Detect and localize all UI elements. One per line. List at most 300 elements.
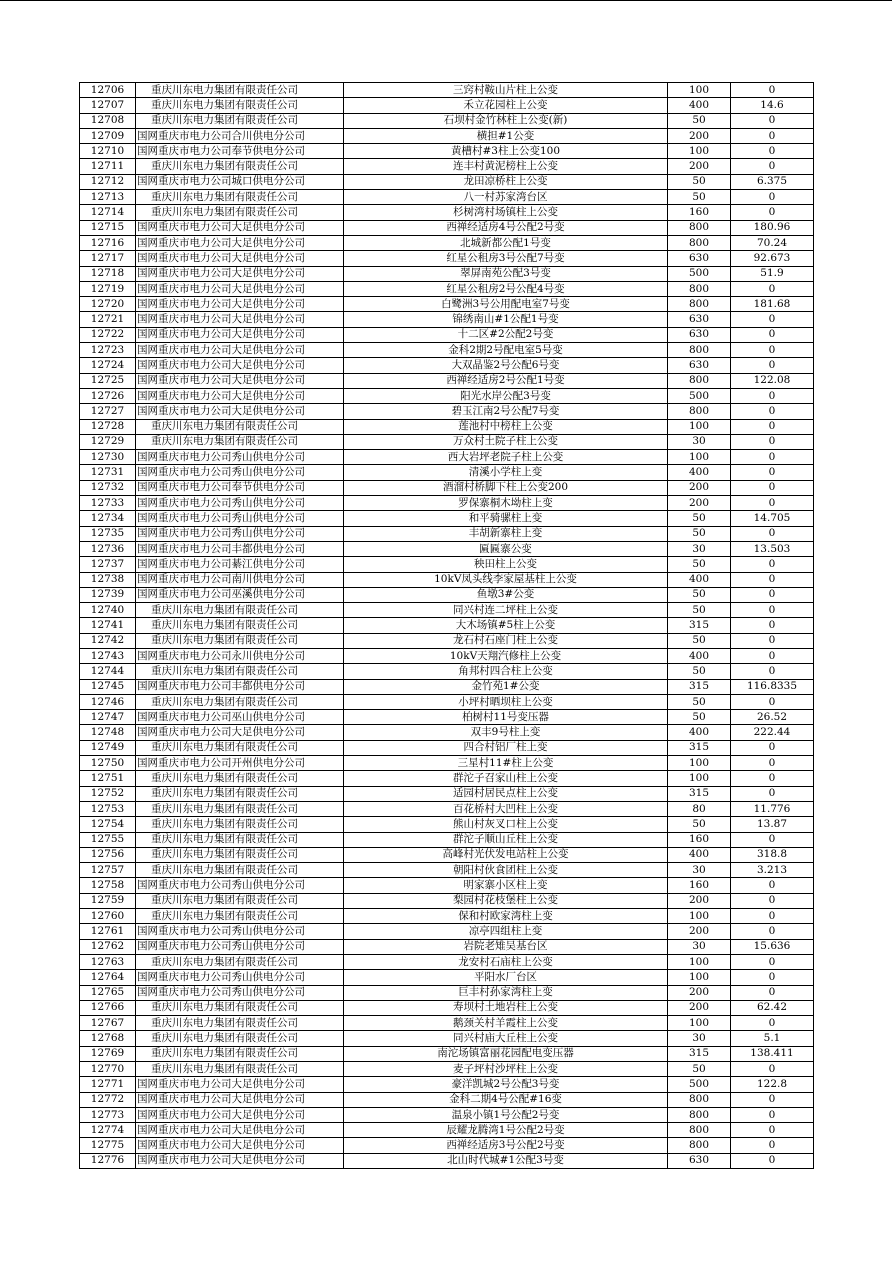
- transformer-name-cell: 红星公租房2号公配4号变: [344, 281, 668, 296]
- value-cell: 181.68: [731, 297, 814, 312]
- table-row: [80, 939, 814, 954]
- capacity-cell: 800: [668, 297, 731, 312]
- transformer-name-cell: 同兴村连二坪柱上公变: [344, 603, 668, 618]
- row-id-cell: 12775: [80, 1138, 136, 1153]
- transformer-name-cell: 禾立花园柱上公变: [344, 98, 668, 113]
- company-cell: 国网重庆市电力公司大足供电分公司: [136, 1077, 344, 1092]
- transformer-name-cell: 角邦村四合柱上公变: [344, 664, 668, 679]
- row-id-cell: 12774: [80, 1123, 136, 1138]
- value-cell: 0: [731, 924, 814, 939]
- capacity-cell: 800: [668, 220, 731, 235]
- capacity-cell: 315: [668, 1046, 731, 1061]
- capacity-cell: 800: [668, 1123, 731, 1138]
- capacity-cell: 100: [668, 1016, 731, 1031]
- transformer-name-cell: 连丰村黄泥榜柱上公变: [344, 159, 668, 174]
- company-cell: 重庆川东电力集团有限责任公司: [136, 817, 344, 832]
- row-id-cell: 12724: [80, 358, 136, 373]
- value-cell: 15.636: [731, 939, 814, 954]
- table-row: [80, 404, 814, 419]
- company-cell: 重庆川东电力集团有限责任公司: [136, 190, 344, 205]
- table-row: [80, 817, 814, 832]
- row-id-cell: 12760: [80, 909, 136, 924]
- company-cell: 重庆川东电力集团有限责任公司: [136, 618, 344, 633]
- row-id-cell: 12751: [80, 771, 136, 786]
- value-cell: 11.776: [731, 801, 814, 816]
- table-row: [80, 128, 814, 143]
- value-cell: 14.6: [731, 98, 814, 113]
- company-cell: 重庆川东电力集团有限责任公司: [136, 832, 344, 847]
- transformer-name-cell: 温泉小镇1号公配2号变: [344, 1107, 668, 1122]
- row-id-cell: 12762: [80, 939, 136, 954]
- table-row: [80, 98, 814, 113]
- transformer-name-cell: 10kV天翔汽修柱上公变: [344, 648, 668, 663]
- row-id-cell: 12735: [80, 526, 136, 541]
- capacity-cell: 30: [668, 1031, 731, 1046]
- table-row: [80, 1077, 814, 1092]
- value-cell: 0: [731, 358, 814, 373]
- capacity-cell: 50: [668, 113, 731, 128]
- table-row: [80, 725, 814, 740]
- company-cell: 国网重庆市电力公司大足供电分公司: [136, 327, 344, 342]
- capacity-cell: 100: [668, 954, 731, 969]
- transformer-name-cell: 黄槽村#3柱上公变100: [344, 144, 668, 159]
- capacity-cell: 315: [668, 786, 731, 801]
- value-cell: 222.44: [731, 725, 814, 740]
- company-cell: 重庆川东电力集团有限责任公司: [136, 1046, 344, 1061]
- row-id-cell: 12771: [80, 1077, 136, 1092]
- table-row: [80, 1031, 814, 1046]
- value-cell: 0: [731, 832, 814, 847]
- company-cell: 国网重庆市电力公司秀山供电分公司: [136, 450, 344, 465]
- capacity-cell: 50: [668, 664, 731, 679]
- table-row: [80, 343, 814, 358]
- value-cell: 0: [731, 434, 814, 449]
- row-id-cell: 12743: [80, 648, 136, 663]
- capacity-cell: 50: [668, 190, 731, 205]
- transformer-name-cell: 龙石村石座门柱上公变: [344, 633, 668, 648]
- row-id-cell: 12726: [80, 388, 136, 403]
- company-cell: 重庆川东电力集团有限责任公司: [136, 633, 344, 648]
- transformer-name-cell: 杉树湾村场镇柱上公变: [344, 205, 668, 220]
- value-cell: 62.42: [731, 1000, 814, 1015]
- table-row: [80, 83, 814, 98]
- transformer-name-cell: 龙安村石庙柱上公变: [344, 954, 668, 969]
- company-cell: 国网重庆市电力公司合川供电分公司: [136, 128, 344, 143]
- row-id-cell: 12764: [80, 970, 136, 985]
- value-cell: 0: [731, 648, 814, 663]
- transformer-name-cell: 大木场镇#5柱上公变: [344, 618, 668, 633]
- capacity-cell: 50: [668, 526, 731, 541]
- row-id-cell: 12706: [80, 83, 136, 98]
- capacity-cell: 50: [668, 174, 731, 189]
- company-cell: 重庆川东电力集团有限责任公司: [136, 113, 344, 128]
- transformer-name-cell: 柏树村11号变压器: [344, 710, 668, 725]
- table-row: [80, 541, 814, 556]
- transformer-name-cell: 锦绣南山#1公配1号变: [344, 312, 668, 327]
- company-cell: 国网重庆市电力公司巫溪供电分公司: [136, 587, 344, 602]
- transformer-name-cell: 北山时代城#1公配3号变: [344, 1153, 668, 1168]
- transformer-name-cell: 万众村土院子柱上公变: [344, 434, 668, 449]
- company-cell: 国网重庆市电力公司秀山供电分公司: [136, 465, 344, 480]
- value-cell: 13.87: [731, 817, 814, 832]
- table-row: [80, 266, 814, 281]
- row-id-cell: 12742: [80, 633, 136, 648]
- row-id-cell: 12755: [80, 832, 136, 847]
- company-cell: 国网重庆市电力公司大足供电分公司: [136, 343, 344, 358]
- capacity-cell: 630: [668, 358, 731, 373]
- transformer-name-cell: 红星公租房3号公配7号变: [344, 251, 668, 266]
- capacity-cell: 100: [668, 419, 731, 434]
- company-cell: 国网重庆市电力公司秀山供电分公司: [136, 970, 344, 985]
- company-cell: 国网重庆市电力公司大足供电分公司: [136, 1123, 344, 1138]
- value-cell: 0: [731, 1062, 814, 1077]
- company-cell: 国网重庆市电力公司秀山供电分公司: [136, 985, 344, 1000]
- capacity-cell: 100: [668, 970, 731, 985]
- company-cell: 国网重庆市电力公司丰都供电分公司: [136, 679, 344, 694]
- row-id-cell: 12728: [80, 419, 136, 434]
- transformer-name-cell: 莲池村中榜柱上公变: [344, 419, 668, 434]
- capacity-cell: 630: [668, 251, 731, 266]
- company-cell: 国网重庆市电力公司大足供电分公司: [136, 1138, 344, 1153]
- company-cell: 国网重庆市电力公司綦江供电分公司: [136, 557, 344, 572]
- row-id-cell: 12772: [80, 1092, 136, 1107]
- value-cell: 0: [731, 1138, 814, 1153]
- capacity-cell: 400: [668, 98, 731, 113]
- transformer-name-cell: 熊山村灰叉口柱上公变: [344, 817, 668, 832]
- value-cell: 13.503: [731, 541, 814, 556]
- table-row: [80, 740, 814, 755]
- capacity-cell: 50: [668, 603, 731, 618]
- value-cell: 0: [731, 419, 814, 434]
- company-cell: 国网重庆市电力公司秀山供电分公司: [136, 878, 344, 893]
- value-cell: 6.375: [731, 174, 814, 189]
- value-cell: 0: [731, 694, 814, 709]
- capacity-cell: 200: [668, 1000, 731, 1015]
- company-cell: 国网重庆市电力公司秀山供电分公司: [136, 526, 344, 541]
- company-cell: 国网重庆市电力公司南川供电分公司: [136, 572, 344, 587]
- table-row: [80, 557, 814, 572]
- transformer-name-cell: 小坪村晒坝柱上公变: [344, 694, 668, 709]
- transformer-name-cell: 西大岩坪老院子柱上公变: [344, 450, 668, 465]
- capacity-cell: 50: [668, 511, 731, 526]
- capacity-cell: 50: [668, 557, 731, 572]
- table-row: [80, 633, 814, 648]
- row-id-cell: 12713: [80, 190, 136, 205]
- row-id-cell: 12729: [80, 434, 136, 449]
- table-row: [80, 373, 814, 388]
- transformer-name-cell: 大双晶鉴2号公配6号变: [344, 358, 668, 373]
- transformer-name-cell: 高峰村光伏发电站柱上公变: [344, 847, 668, 862]
- capacity-cell: 800: [668, 1138, 731, 1153]
- row-id-cell: 12776: [80, 1153, 136, 1168]
- company-cell: 重庆川东电力集团有限责任公司: [136, 847, 344, 862]
- capacity-cell: 500: [668, 388, 731, 403]
- transformer-name-cell: 金科二期4号公配#16变: [344, 1092, 668, 1107]
- capacity-cell: 315: [668, 679, 731, 694]
- row-id-cell: 12759: [80, 893, 136, 908]
- transformer-name-cell: 西禅经适房2号公配1号变: [344, 373, 668, 388]
- value-cell: 0: [731, 1107, 814, 1122]
- capacity-cell: 800: [668, 1107, 731, 1122]
- transformer-name-cell: 翠屏南苑公配3号变: [344, 266, 668, 281]
- capacity-cell: 200: [668, 496, 731, 511]
- row-id-cell: 12719: [80, 281, 136, 296]
- capacity-cell: 200: [668, 985, 731, 1000]
- table-row: [80, 220, 814, 235]
- capacity-cell: 630: [668, 1153, 731, 1168]
- value-cell: 0: [731, 572, 814, 587]
- value-cell: 0: [731, 1016, 814, 1031]
- capacity-cell: 315: [668, 740, 731, 755]
- table-row: [80, 1000, 814, 1015]
- capacity-cell: 100: [668, 909, 731, 924]
- row-id-cell: 12732: [80, 480, 136, 495]
- transformer-name-cell: 双丰9号柱上变: [344, 725, 668, 740]
- capacity-cell: 800: [668, 373, 731, 388]
- value-cell: 0: [731, 603, 814, 618]
- transformer-name-cell: 巨丰村孙家湾柱上变: [344, 985, 668, 1000]
- table-row: [80, 1107, 814, 1122]
- transformer-name-cell: 寿坝村土地岩柱上公变: [344, 1000, 668, 1015]
- transformer-name-cell: 十二区#2公配2号变: [344, 327, 668, 342]
- table-row: [80, 679, 814, 694]
- row-id-cell: 12734: [80, 511, 136, 526]
- row-id-cell: 12709: [80, 128, 136, 143]
- table-row: [80, 480, 814, 495]
- row-id-cell: 12736: [80, 541, 136, 556]
- capacity-cell: 800: [668, 343, 731, 358]
- transformer-name-cell: 碧玉江南2号公配7号变: [344, 404, 668, 419]
- value-cell: 0: [731, 633, 814, 648]
- table-row: [80, 159, 814, 174]
- row-id-cell: 12733: [80, 496, 136, 511]
- company-cell: 重庆川东电力集团有限责任公司: [136, 205, 344, 220]
- value-cell: 0: [731, 771, 814, 786]
- value-cell: 0: [731, 480, 814, 495]
- transformer-name-cell: 阳光水岸公配3号变: [344, 388, 668, 403]
- value-cell: 0: [731, 557, 814, 572]
- capacity-cell: 100: [668, 144, 731, 159]
- value-cell: 0: [731, 113, 814, 128]
- transformer-name-cell: 西禅经适房3号公配2号变: [344, 1138, 668, 1153]
- company-cell: 重庆川东电力集团有限责任公司: [136, 1016, 344, 1031]
- value-cell: 92.673: [731, 251, 814, 266]
- company-cell: 国网重庆市电力公司大足供电分公司: [136, 220, 344, 235]
- table-row: [80, 587, 814, 602]
- capacity-cell: 200: [668, 480, 731, 495]
- company-cell: 国网重庆市电力公司秀山供电分公司: [136, 511, 344, 526]
- transformer-name-cell: 岩院老雉吴基台区: [344, 939, 668, 954]
- transformer-name-cell: 石坝村金竹林柱上公变(新): [344, 113, 668, 128]
- company-cell: 国网重庆市电力公司大足供电分公司: [136, 312, 344, 327]
- company-cell: 国网重庆市电力公司永川供电分公司: [136, 648, 344, 663]
- value-cell: 116.8335: [731, 679, 814, 694]
- transformer-name-cell: 保和村欧家湾柱上变: [344, 909, 668, 924]
- capacity-cell: 400: [668, 648, 731, 663]
- row-id-cell: 12766: [80, 1000, 136, 1015]
- transformer-name-cell: 横担#1公变: [344, 128, 668, 143]
- row-id-cell: 12773: [80, 1107, 136, 1122]
- capacity-cell: 160: [668, 205, 731, 220]
- value-cell: 0: [731, 1153, 814, 1168]
- capacity-cell: 400: [668, 725, 731, 740]
- value-cell: 70.24: [731, 235, 814, 250]
- row-id-cell: 12748: [80, 725, 136, 740]
- capacity-cell: 800: [668, 404, 731, 419]
- company-cell: 重庆川东电力集团有限责任公司: [136, 159, 344, 174]
- row-id-cell: 12769: [80, 1046, 136, 1061]
- transformer-name-cell: 平阳水厂台区: [344, 970, 668, 985]
- capacity-cell: 50: [668, 587, 731, 602]
- table-row: [80, 1046, 814, 1061]
- row-id-cell: 12747: [80, 710, 136, 725]
- transformer-name-cell: 群沱子召家山柱上公变: [344, 771, 668, 786]
- company-cell: 国网重庆市电力公司大足供电分公司: [136, 373, 344, 388]
- table-row: [80, 1138, 814, 1153]
- company-cell: 国网重庆市电力公司大足供电分公司: [136, 251, 344, 266]
- company-cell: 重庆川东电力集团有限责任公司: [136, 98, 344, 113]
- company-cell: 重庆川东电力集团有限责任公司: [136, 1000, 344, 1015]
- company-cell: 重庆川东电力集团有限责任公司: [136, 694, 344, 709]
- row-id-cell: 12737: [80, 557, 136, 572]
- capacity-cell: 30: [668, 939, 731, 954]
- row-id-cell: 12723: [80, 343, 136, 358]
- value-cell: 0: [731, 83, 814, 98]
- company-cell: 重庆川东电力集团有限责任公司: [136, 434, 344, 449]
- capacity-cell: 50: [668, 633, 731, 648]
- transformer-name-cell: 四合村铝厂柱上变: [344, 740, 668, 755]
- value-cell: 0: [731, 970, 814, 985]
- table-row: [80, 756, 814, 771]
- table-row: [80, 1062, 814, 1077]
- company-cell: 重庆川东电力集团有限责任公司: [136, 954, 344, 969]
- table-row: [80, 924, 814, 939]
- company-cell: 重庆川东电力集团有限责任公司: [136, 893, 344, 908]
- row-id-cell: 12731: [80, 465, 136, 480]
- table-row: [80, 526, 814, 541]
- capacity-cell: 100: [668, 771, 731, 786]
- capacity-cell: 30: [668, 541, 731, 556]
- company-cell: 重庆川东电力集团有限责任公司: [136, 863, 344, 878]
- company-cell: 国网重庆市电力公司大足供电分公司: [136, 266, 344, 281]
- company-cell: 重庆川东电力集团有限责任公司: [136, 771, 344, 786]
- value-cell: 3.213: [731, 863, 814, 878]
- transformer-name-cell: 白鹭洲3号公用配电室7号变: [344, 297, 668, 312]
- table-row: [80, 603, 814, 618]
- row-id-cell: 12714: [80, 205, 136, 220]
- table-row: [80, 847, 814, 862]
- value-cell: 0: [731, 496, 814, 511]
- company-cell: 重庆川东电力集团有限责任公司: [136, 786, 344, 801]
- capacity-cell: 630: [668, 312, 731, 327]
- table-row: [80, 297, 814, 312]
- company-cell: 国网重庆市电力公司大足供电分公司: [136, 1092, 344, 1107]
- value-cell: 14.705: [731, 511, 814, 526]
- value-cell: 138.411: [731, 1046, 814, 1061]
- value-cell: 0: [731, 144, 814, 159]
- value-cell: 0: [731, 1092, 814, 1107]
- page-top-rule: [0, 0, 892, 1]
- capacity-cell: 800: [668, 1092, 731, 1107]
- table-row: [80, 648, 814, 663]
- capacity-cell: 800: [668, 235, 731, 250]
- transformer-name-cell: 适园村居民点柱上公变: [344, 786, 668, 801]
- capacity-cell: 100: [668, 756, 731, 771]
- transformer-name-cell: 清溪小学柱上变: [344, 465, 668, 480]
- value-cell: 0: [731, 954, 814, 969]
- row-id-cell: 12749: [80, 740, 136, 755]
- value-cell: 0: [731, 205, 814, 220]
- transformer-name-cell: 西禅经适房4号公配2号变: [344, 220, 668, 235]
- transformer-name-cell: 凉亭四组柱上变: [344, 924, 668, 939]
- transformer-name-cell: 金竹苑1#公变: [344, 679, 668, 694]
- row-id-cell: 12718: [80, 266, 136, 281]
- table-row: [80, 312, 814, 327]
- table-row: [80, 694, 814, 709]
- table-row: [80, 450, 814, 465]
- capacity-cell: 50: [668, 817, 731, 832]
- table-row: [80, 235, 814, 250]
- capacity-cell: 200: [668, 893, 731, 908]
- row-id-cell: 12708: [80, 113, 136, 128]
- table-row: [80, 893, 814, 908]
- value-cell: 0: [731, 159, 814, 174]
- company-cell: 重庆川东电力集团有限责任公司: [136, 419, 344, 434]
- value-cell: 0: [731, 450, 814, 465]
- row-id-cell: 12746: [80, 694, 136, 709]
- capacity-cell: 160: [668, 832, 731, 847]
- row-id-cell: 12725: [80, 373, 136, 388]
- transformer-name-cell: 10kV凤头线李家屋基柱上公变: [344, 572, 668, 587]
- table-row: [80, 465, 814, 480]
- company-cell: 国网重庆市电力公司开州供电分公司: [136, 756, 344, 771]
- value-cell: 0: [731, 312, 814, 327]
- company-cell: 重庆川东电力集团有限责任公司: [136, 1031, 344, 1046]
- transformer-name-cell: 麦子坪村沙坪柱上公变: [344, 1062, 668, 1077]
- capacity-cell: 160: [668, 878, 731, 893]
- capacity-cell: 400: [668, 465, 731, 480]
- company-cell: 国网重庆市电力公司大足供电分公司: [136, 404, 344, 419]
- value-cell: 0: [731, 526, 814, 541]
- table-row: [80, 205, 814, 220]
- value-cell: 0: [731, 985, 814, 1000]
- value-cell: 0: [731, 740, 814, 755]
- table-row: [80, 801, 814, 816]
- transformer-name-cell: 同兴村庙大丘柱上公变: [344, 1031, 668, 1046]
- company-cell: 重庆川东电力集团有限责任公司: [136, 740, 344, 755]
- table-row: [80, 1092, 814, 1107]
- capacity-cell: 200: [668, 924, 731, 939]
- row-id-cell: 12717: [80, 251, 136, 266]
- capacity-cell: 500: [668, 1077, 731, 1092]
- capacity-cell: 100: [668, 83, 731, 98]
- transformer-name-cell: 鹅颈关村羊霞柱上公变: [344, 1016, 668, 1031]
- row-id-cell: 12744: [80, 664, 136, 679]
- table-row: [80, 863, 814, 878]
- table-row: [80, 388, 814, 403]
- table-row: [80, 664, 814, 679]
- row-id-cell: 12770: [80, 1062, 136, 1077]
- value-cell: 51.9: [731, 266, 814, 281]
- transformer-name-cell: 龙田凉桥柱上公变: [344, 174, 668, 189]
- capacity-cell: 30: [668, 863, 731, 878]
- row-id-cell: 12710: [80, 144, 136, 159]
- transformer-name-cell: 梨园村花枝堡柱上公变: [344, 893, 668, 908]
- table-row: [80, 251, 814, 266]
- table-row: [80, 281, 814, 296]
- table-row: [80, 954, 814, 969]
- table-row: [80, 327, 814, 342]
